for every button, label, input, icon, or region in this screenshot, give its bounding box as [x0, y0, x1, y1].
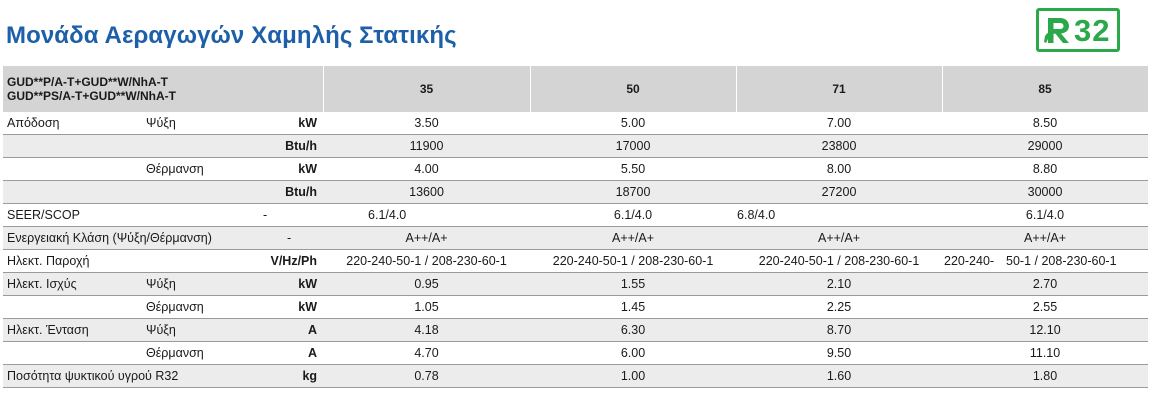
row-label [3, 135, 120, 158]
unit-cell: V/Hz/Ph [243, 250, 323, 273]
value-cell: 0.95 [323, 273, 530, 296]
value-cell [942, 250, 1148, 273]
value-part: 220-240- [944, 254, 995, 268]
table-row [3, 296, 1148, 319]
table-row [3, 273, 1148, 296]
value-cell: 9.50 [736, 342, 942, 365]
value-cell: 12.10 [942, 319, 1148, 342]
value-cell: 2.55 [942, 296, 1148, 319]
table-row [3, 319, 1148, 342]
value-cell: 3.50 [323, 112, 530, 135]
value-cell: 5.50 [530, 158, 736, 181]
row-label: Ηλεκτ. Παροχή [3, 250, 120, 273]
specs-table [3, 66, 1149, 388]
row-sublabel: Ψύξη [120, 112, 243, 135]
r-refrigerant-leaf-icon [1043, 14, 1073, 46]
value-cell: 27200 [736, 181, 942, 204]
unit-cell: A [243, 319, 323, 342]
unit-cell: kW [243, 273, 323, 296]
row-label [3, 181, 120, 204]
unit-cell: Btu/h [243, 181, 323, 204]
unit-cell: Btu/h [243, 135, 323, 158]
value-cell: 8.70 [736, 319, 942, 342]
value-cell: A++/A+ [736, 227, 942, 250]
value-part: 50-1 / 208-230-60-1 [1006, 254, 1117, 268]
row-sublabel: Ψύξη [120, 273, 243, 296]
page-title: Μονάδα Αεραγωγών Χαμηλής Στατικής [6, 22, 457, 49]
unit-cell: - [243, 204, 323, 227]
unit-cell: kg [243, 365, 323, 388]
unit-cell: - [243, 227, 323, 250]
value-cell: 2.25 [736, 296, 942, 319]
value-cell: 8.00 [736, 158, 942, 181]
size-header: 35 [323, 66, 530, 112]
row-sublabel [120, 135, 243, 158]
badge-text: 32 [1074, 12, 1111, 48]
value-cell: 4.18 [323, 319, 530, 342]
r32-badge [1036, 8, 1120, 52]
row-label [3, 158, 120, 181]
value-cell: 220-240-50-1 / 208-230-60-1 [736, 250, 942, 273]
value-cell: 2.70 [942, 273, 1148, 296]
value-cell: 8.50 [942, 112, 1148, 135]
value-cell: 220-240-50-1 / 208-230-60-1 [530, 250, 736, 273]
model-header-cell [3, 66, 323, 112]
value-cell: 6.00 [530, 342, 736, 365]
value-cell: 1.00 [530, 365, 736, 388]
value-cell: 7.00 [736, 112, 942, 135]
row-sublabel [120, 204, 243, 227]
value-cell: 30000 [942, 181, 1148, 204]
table-row [3, 365, 1148, 388]
value-cell: 6.1/4.0 [942, 204, 1148, 227]
row-label: SEER/SCOP [3, 204, 120, 227]
value-cell: 1.45 [530, 296, 736, 319]
value-cell: 6.1/4.0 [323, 204, 530, 227]
model-line-1: GUD**P/A-T+GUD**W/NhA-T [7, 75, 168, 89]
value-cell: 11.10 [942, 342, 1148, 365]
table-row [3, 342, 1148, 365]
value-cell: 4.70 [323, 342, 530, 365]
value-cell: 29000 [942, 135, 1148, 158]
value-cell: 6.30 [530, 319, 736, 342]
row-sublabel: Θέρμανση [120, 342, 243, 365]
row-sublabel [120, 250, 243, 273]
table-row [3, 135, 1148, 158]
value-cell: 11900 [323, 135, 530, 158]
size-header: 85 [942, 66, 1148, 112]
value-cell: 13600 [323, 181, 530, 204]
row-label: Ηλεκτ. Ισχύς [3, 273, 120, 296]
value-cell: A++/A+ [942, 227, 1148, 250]
value-cell: 0.78 [323, 365, 530, 388]
table-row [3, 227, 1148, 250]
value-cell: 4.00 [323, 158, 530, 181]
value-cell: 1.80 [942, 365, 1148, 388]
model-line-2: GUD**PS/A-T+GUD**W/NhA-T [7, 89, 177, 103]
value-cell: 220-240-50-1 / 208-230-60-1 [323, 250, 530, 273]
size-header: 71 [736, 66, 942, 112]
value-cell: 18700 [530, 181, 736, 204]
value-cell: A++/A+ [530, 227, 736, 250]
value-cell: 1.60 [736, 365, 942, 388]
value-cell: 17000 [530, 135, 736, 158]
value-cell: 6.8/4.0 [736, 204, 942, 227]
unit-cell: kW [243, 296, 323, 319]
value-cell: 6.1/4.0 [530, 204, 736, 227]
row-label [3, 296, 120, 319]
unit-cell: kW [243, 112, 323, 135]
value-cell: A++/A+ [323, 227, 530, 250]
value-cell: 2.10 [736, 273, 942, 296]
row-label: Ποσότητα ψυκτικού υγρού R32 [3, 365, 243, 388]
header-row [3, 66, 1148, 112]
size-header: 50 [530, 66, 736, 112]
table-row [3, 181, 1148, 204]
unit-cell: A [243, 342, 323, 365]
row-label: Απόδοση [3, 112, 120, 135]
table-row [3, 250, 1148, 273]
value-cell: 1.05 [323, 296, 530, 319]
row-sublabel [120, 181, 243, 204]
value-cell: 5.00 [530, 112, 736, 135]
row-sublabel: Ψύξη [120, 319, 243, 342]
table-row [3, 112, 1148, 135]
row-label: Ενεργειακή Κλάση (Ψύξη/Θέρμανση) [3, 227, 243, 250]
value-cell: 8.80 [942, 158, 1148, 181]
table-row [3, 158, 1148, 181]
row-label: Ηλεκτ. Ένταση [3, 319, 120, 342]
unit-cell: kW [243, 158, 323, 181]
value-cell: 23800 [736, 135, 942, 158]
row-label [3, 342, 120, 365]
row-sublabel: Θέρμανση [120, 158, 243, 181]
value-cell: 1.55 [530, 273, 736, 296]
row-sublabel: Θέρμανση [120, 296, 243, 319]
table-row [3, 204, 1148, 227]
